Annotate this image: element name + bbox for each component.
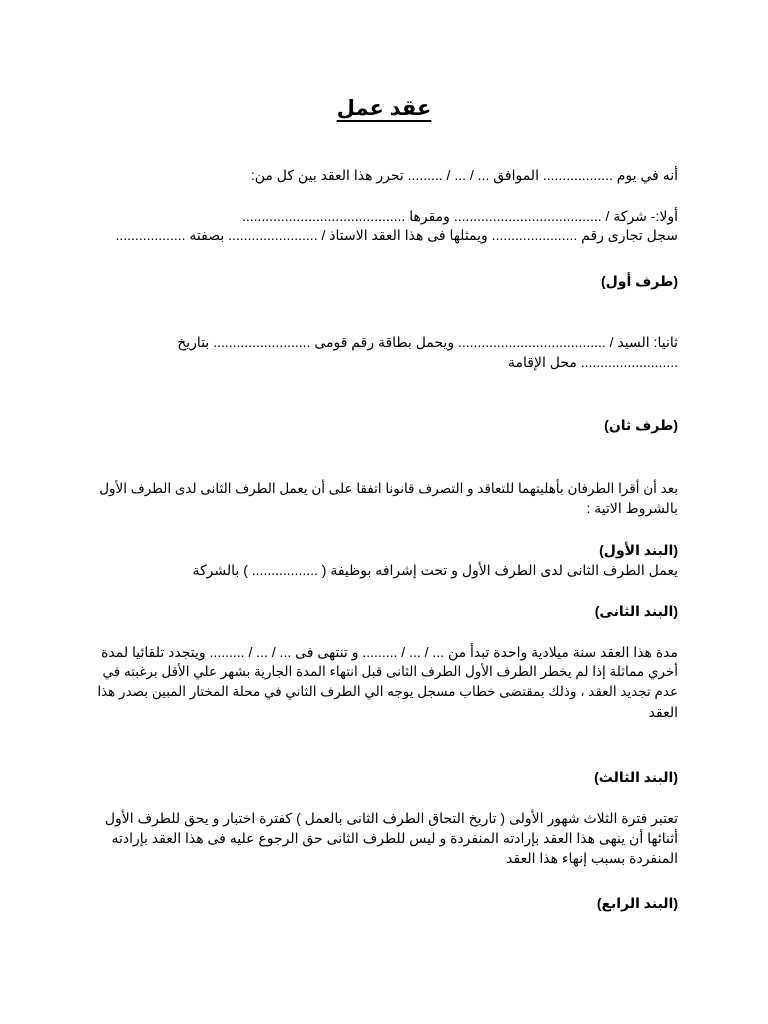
second-party-line-1: ثانيا: السيد / ...................................... ويحمل بطاقة رقم قومى ......................... بتاريخ xyxy=(177,334,678,350)
second-party-line-2: ......................... محل الإقامة xyxy=(508,354,678,370)
clause-3-line-1: تعتبر فترة الثلاث شهور الأولى ( تاريخ التحاق الطرف الثانى بالعمل ) كفترة اختبار و يحق للطرف الأول xyxy=(104,810,678,826)
clause-2-line-3: عدم تجديد العقد ، وذلك بمقتضى خطاب مسجل يوجه الي الطرف الثاني في محلة المختار المبين بصدر هذا xyxy=(97,684,678,699)
clause-3-heading: (البند الثالث) xyxy=(594,769,678,785)
clause-2-line-1: مدة هذا العقد سنة ميلادية واحدة تبدأ من ... / ... / ......... و تنتهى فى ... / ... / ......... ويتجدد تلقائيا لمدة xyxy=(101,644,678,660)
intro-line: أنه في يوم .................. الموافق ... / ... / ......... تحرر هذا العقد بين كل من: xyxy=(250,167,678,183)
clause-4-heading: (البند الرابع) xyxy=(596,895,678,911)
clause-2-line-4: العقد xyxy=(648,704,678,720)
second-party-label: (طرف ثان) xyxy=(604,417,678,433)
clause-2-line-2: أخري مماثلة إذا لم يخطر الطرف الأول الطرف الثانى قبل انتهاء المدة الجارية بشهر علي الأقل برغبته في xyxy=(102,664,678,679)
first-party-line-2: سجل تجارى رقم ...................... ويمثلها فى هذا العقد الاستاذ / ....................... بصفته .................. xyxy=(115,227,678,243)
clause-1-text: يعمل الطرف الثانى لدى الطرف الأول و تحت إشرافه بوظيفة ( ................. ) بالشركة xyxy=(192,562,678,578)
preamble-line-1: بعد أن أقرا الطرفان بأهليتهما للتعاقد و التصرف قانونا اتفقا على أن يعمل الطرف الثانى لدى الطرف الأول xyxy=(99,481,678,496)
first-party-line-1: أولا:- شركة / ...................................... ومقرها .......................................... xyxy=(241,208,678,224)
clause-3-line-3: المنفردة بسبب إنهاء هذا العقد xyxy=(506,850,678,866)
clause-3-line-2: أثنائها أن ينهى هذا العقد بإرادته المنفردة و ليس للطرف الثانى حق الرجوع عليه فى هذا العقد بإرادته xyxy=(111,830,678,846)
preamble-line-2: بالشروط الاتية : xyxy=(586,500,678,516)
clause-1-heading: (البند الأول) xyxy=(599,542,678,558)
first-party-label: (طرف أول) xyxy=(600,273,678,289)
clause-2-heading: (البند الثانى) xyxy=(594,603,678,619)
document-title: عقد عمل xyxy=(336,97,432,120)
